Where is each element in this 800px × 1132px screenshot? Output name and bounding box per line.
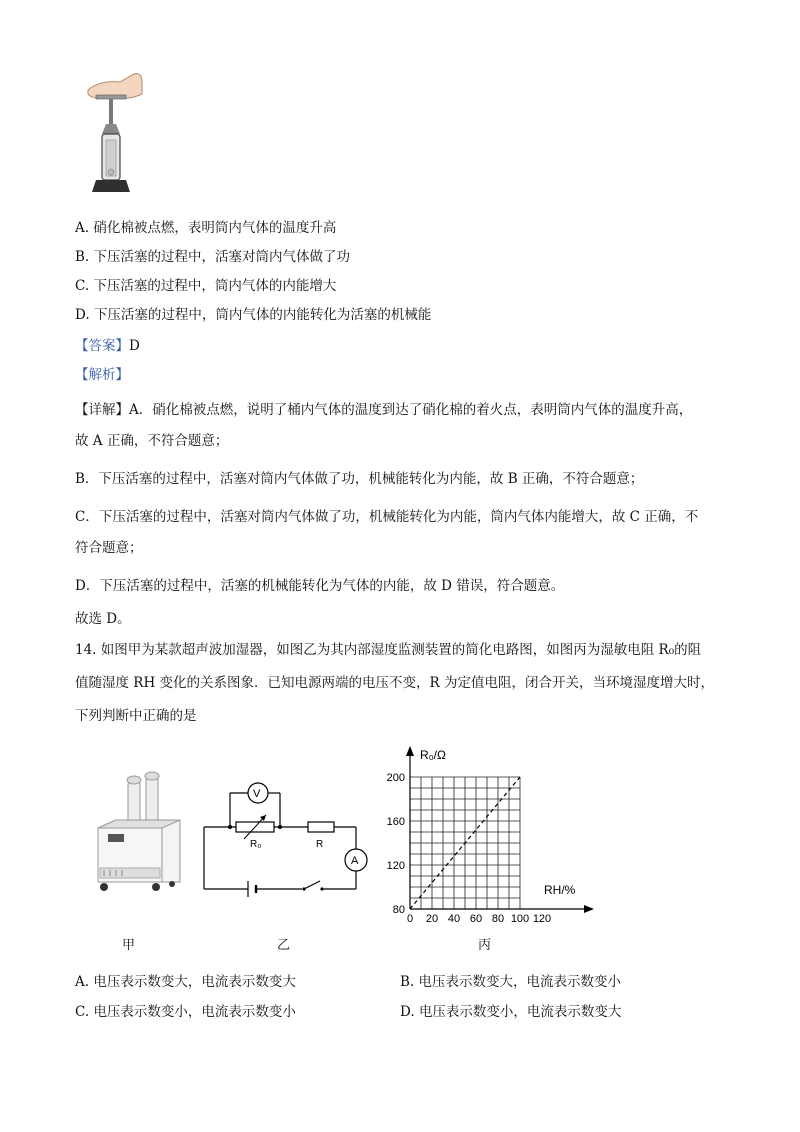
- x-axis-arrow: [584, 905, 594, 913]
- detail-line-7: 故选 D。: [75, 611, 131, 627]
- option-d: D. 下压活塞的过程中，筒内气体的内能转化为活塞的机械能: [75, 307, 432, 323]
- chart-y-label: R₀/Ω: [420, 748, 446, 762]
- answer-tag: 【答案】: [75, 338, 129, 354]
- x-tick-label: 120: [532, 913, 552, 924]
- detail-line-1: 【详解】A．硝化棉被点燃，说明了桶内气体的温度到达了硝化棉的着火点，表明筒内气体的温度升高，: [75, 402, 693, 418]
- detail-line-2: 故 A 正确，不符合题意；: [75, 433, 229, 449]
- caption-bing: 丙: [478, 938, 492, 953]
- option-c: C. 下压活塞的过程中，筒内气体的内能增大: [75, 278, 337, 294]
- detail-line-5: 符合题意；: [75, 540, 143, 556]
- chart-ticks: [387, 772, 552, 924]
- resistance-humidity-chart: [368, 742, 598, 924]
- x-tick-label: 60: [469, 913, 483, 924]
- detail-line-4: C．下压活塞的过程中，活塞对筒内气体做了功，机械能转化为内能，筒内气体内能增大，故 C 正确，不: [75, 509, 699, 525]
- answer-line: [75, 336, 140, 356]
- r0-label: R₀: [250, 839, 262, 850]
- y-tick-label: 160: [386, 816, 405, 828]
- option-b: B. 下压活塞的过程中，活塞对筒内气体做了功: [75, 249, 351, 265]
- x-tick-label: 40: [447, 913, 461, 924]
- y-tick-label: 80: [392, 904, 405, 916]
- x-tick-label: 80: [491, 913, 505, 924]
- y-tick-label: 200: [386, 772, 405, 784]
- answer-value: D: [129, 338, 140, 354]
- q14-option-b: B. 电压表示数变大，电流表示数变小: [400, 974, 622, 990]
- q14-stem-line-1: 14. 如图甲为某款超声波加湿器，如图乙为其内部湿度监测装置的简化电路图，如图丙为湿敏电阻 R₀的阻: [75, 642, 702, 658]
- option-a: A. 硝化棉被点燃，表明筒内气体的温度升高: [75, 220, 337, 236]
- circuit-diagram: [198, 775, 378, 899]
- x-tick-label: 0: [406, 913, 414, 924]
- voltmeter-label: V: [253, 788, 261, 800]
- x-tick-label: 100: [510, 913, 530, 924]
- analysis-tag: 【解析】: [75, 367, 129, 383]
- humidifier-image: [90, 770, 186, 898]
- detail-line-6: D．下压活塞的过程中，活塞的机械能转化为气体的内能，故 D 错误，符合题意。: [75, 578, 565, 594]
- q14-stem-line-3: 下列判断中正确的是: [75, 708, 197, 724]
- chart-x-label: RH/%: [544, 883, 576, 897]
- q14-stem-line-2: 值随湿度 RH 变化的关系图象．已知电源两端的电压不变，R 为定值电阻，闭合开关，当环境湿度增大时，: [75, 675, 714, 691]
- r-label: R: [316, 839, 324, 850]
- y-axis-arrow: [406, 746, 414, 756]
- caption-jia: 甲: [122, 938, 136, 953]
- q14-option-c: C. 电压表示数变小，电流表示数变小: [75, 1004, 296, 1020]
- q14-option-d: D. 电压表示数变小，电流表示数变大: [400, 1004, 622, 1020]
- ammeter-label: A: [351, 855, 359, 867]
- detail-line-3: B．下压活塞的过程中，活塞对筒内气体做了功，机械能转化为内能，故 B 正确，不符合题意；: [75, 471, 644, 487]
- y-tick-label: 120: [386, 860, 405, 872]
- q14-option-a: A. 电压表示数变大，电流表示数变大: [75, 974, 296, 990]
- caption-yi: 乙: [277, 938, 291, 953]
- x-tick-label: 20: [425, 913, 439, 924]
- piston-apparatus-image: [82, 68, 152, 196]
